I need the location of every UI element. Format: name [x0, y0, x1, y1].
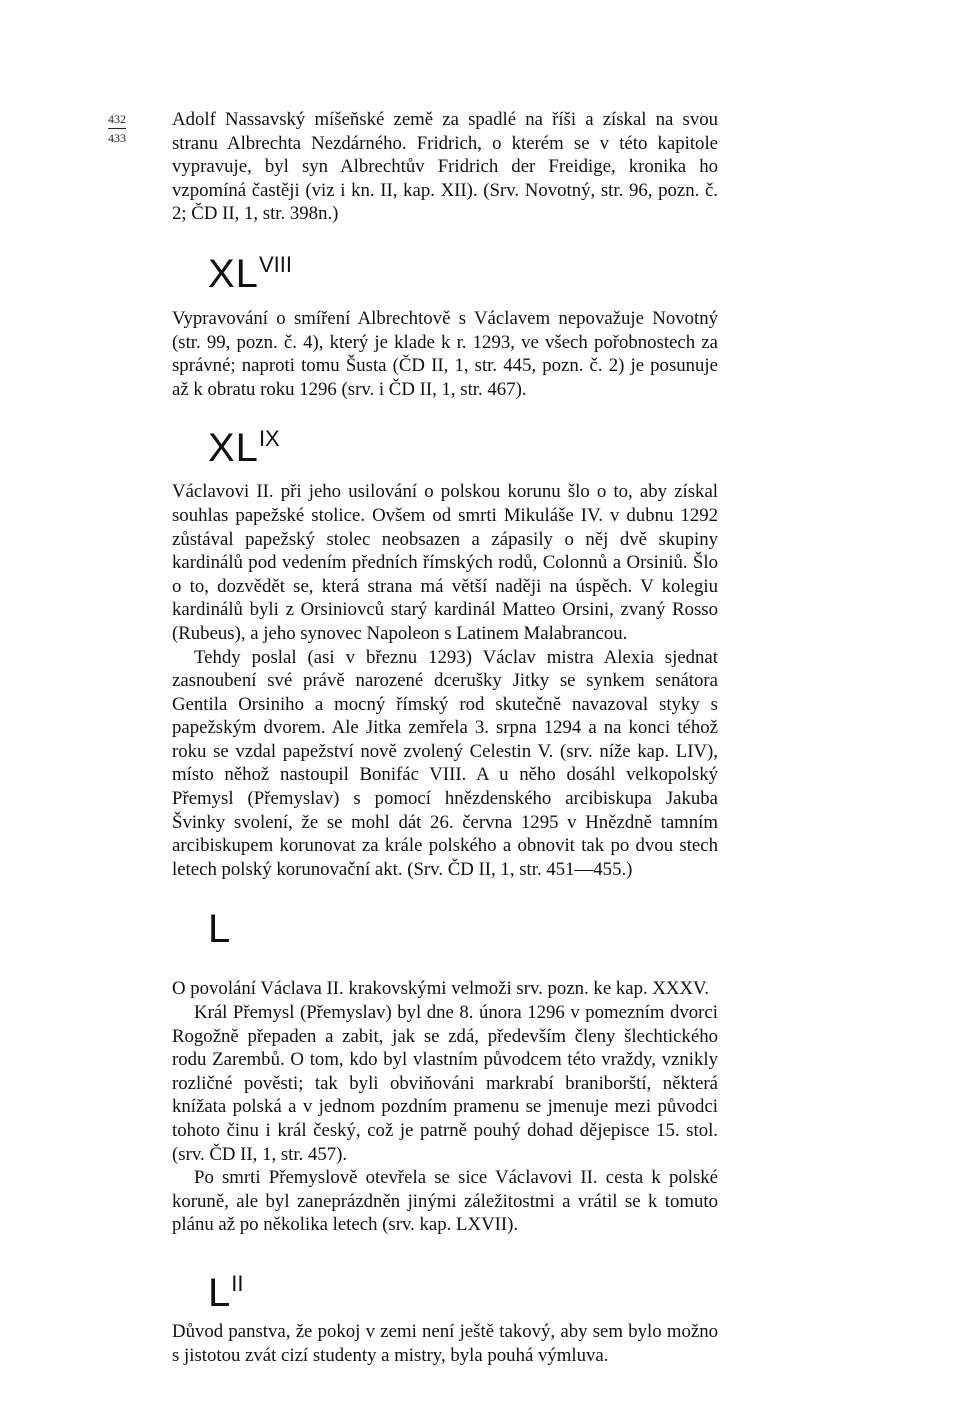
heading-main: XL — [208, 426, 259, 471]
heading-main: L — [208, 907, 232, 952]
page-numbers — [108, 110, 126, 147]
page-number-left: 432 — [108, 110, 126, 129]
heading-sup: II — [231, 1270, 244, 1296]
heading-sup: IX — [258, 426, 280, 452]
chapter-49-paragraph-1: Václavovi II. při jeho usilování o polskou korunu šlo o to, aby získal souhlas papežské stolice. Ovšem od smrti Mikuláše IV. v dubnu 1292 zůstával papežský stolec neobsazen a zápasily o něj dvě skupiny kardinálů pod vedením předních římských rodů, Colonnů a Orsiniů. Šlo o to, dozvědět se, která strana má větší naději na úspěch. V kolegiu kardinálů byli z Orsiniovců starý kardinál Matteo Orsini, zvaný Rosso (Rubeus), a jeho synovec Napoleon s Latinem Malabrancou. — [172, 481, 718, 644]
chapter-50-paragraph-1: O povolání Václava II. krakovskými velmoži srv. pozn. ke kap. XXXV. — [172, 978, 709, 1000]
chapter-heading-49 — [208, 419, 718, 471]
text-column — [172, 108, 718, 1367]
chapter-48-paragraph: Vypravování o smíření Albrechtově s Václavem nepovažuje Novotný (str. 99, pozn. č. 4), který je klade k r. 1293, ve všech pořobnostech za správné; naproti tomu Šusta (ČD II, 1, str. 445, pozn. č. 2) je posunuje až k obratu roku 1296 (srv. i ČD II, 1, str. 467). — [172, 307, 718, 400]
intro-paragraph: Adolf Nassavský míšeňské země za spadlé na říši a získal na svou stranu Albrechta Nezdárného. Fridrich, o kterém se v této kapitole vypravuje, byl syn Albrechtův Fridrich der Freidige, kronika ho vzpomíná častěji (viz i kn. II, kap. XII). (Srv. Novotný, str. 96, pozn. č. 2; ČD II, 1, str. 398n.) — [172, 109, 718, 225]
chapter-50-paragraph-2: Král Přemysl (Přemyslav) byl dne 8. února 1296 v pomezním dvorci Rogožně přepaden a zabit, jak se zdá, především členy šlechtického rodu Zarembů. O tom, kdo byl vlastním původcem této vraždy, vznikly rozličné pověsti; tak byli obviňováni markrabí braniborští, některá knížata polská a v jednom pozdním pramenu se jmenuje mezi původci tohoto činu i král český, což je patrně pouhý dohad dějepisce 15. stol. (srv. ČD II, 1, str. 457). — [172, 1002, 718, 1165]
chapter-52-paragraph: Důvod panstva, že pokoj v zemi není ještě takový, aby sem bylo možno s jistotou zvát cizí studenty a mistry, byla pouhá výmluva. — [172, 1320, 718, 1366]
heading-sup: VIII — [258, 251, 292, 277]
page-number-right: 433 — [108, 131, 126, 145]
chapter-heading-50 — [208, 907, 718, 952]
heading-main: L — [208, 1270, 232, 1315]
heading-main: XL — [208, 251, 259, 296]
chapter-heading-52 — [208, 1264, 718, 1313]
chapter-heading-48 — [208, 245, 718, 294]
chapter-50-paragraph-3: Po smrti Přemyslově otevřela se sice Václavovi II. cesta k polské koruně, ale byl zaneprázdněn jinými záležitostmi a vrátil se k tomuto plánu až po několika letech (srv. kap. LXVII). — [172, 1167, 718, 1236]
chapter-49-paragraph-2: Tehdy poslal (asi v březnu 1293) Václav mistra Alexia sjednat zasnoubení své právě narozené dcerušky Jitky se synkem senátora Gentila Orsiniho a mocný římský rod skutečně navazoval styky s papežským dvorem. Ale Jitka zemřela 3. srpna 1294 a na konci téhož roku se vzdal papežství nově zvolený Celestin V. (srv. níže kap. LIV), místo něhož nastoupil Bonifác VIII. A u něho dosáhl velkopolský Přemysl (Přemyslav) s pomocí hnězdenského arcibiskupa Jakuba Švinky svolení, že se mohl dát 26. června 1295 v Hnězdně tamním arcibiskupem korunovat za krále polského a obnovit tak po dvou stech letech polský korunovační akt. (Srv. ČD II, 1, str. 451—455.) — [172, 646, 718, 880]
